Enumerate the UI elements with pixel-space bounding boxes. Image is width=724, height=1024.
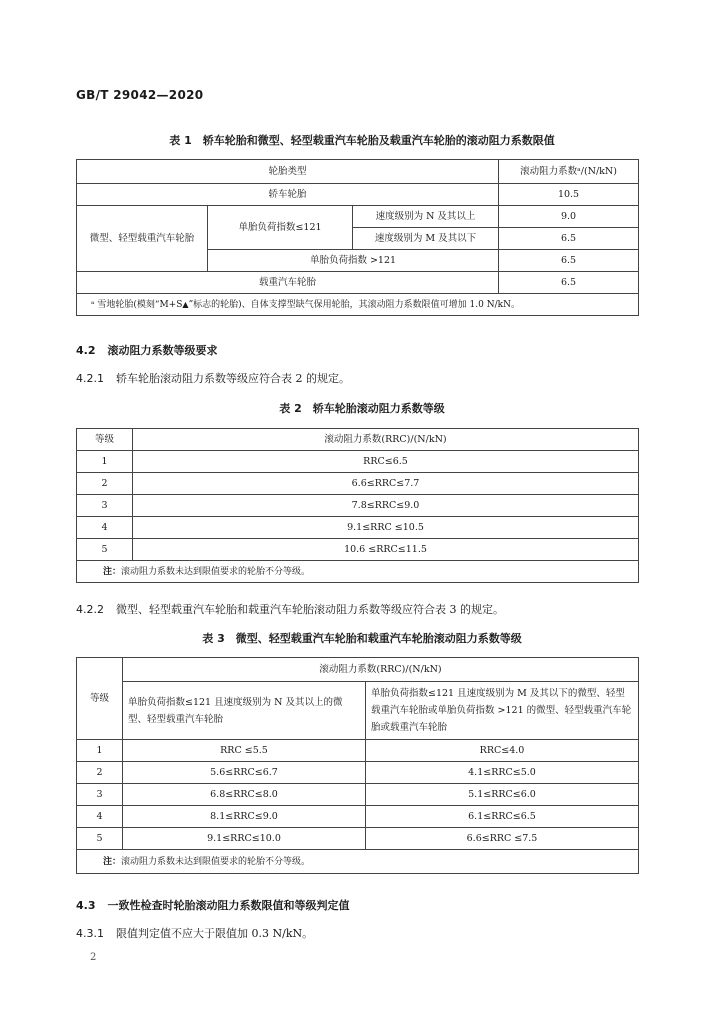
table1-single-load-gt-121-value: 6.5 [499, 250, 639, 272]
table3-note-label: 注： [103, 856, 122, 867]
table1-light-truck-label: 微型、轻型载重汽车轮胎 [77, 206, 208, 272]
table3-range-b: 4.1≤RRC≤5.0 [366, 762, 639, 784]
table3-range-a: RRC ≤5.5 [123, 740, 366, 762]
table3-grade: 5 [77, 828, 123, 850]
table3-range-b: 6.6≤RRC ≤7.5 [366, 828, 639, 850]
section-4-2-title: 滚动阻力系数等级要求 [107, 344, 218, 357]
table3 [76, 657, 639, 874]
table1-footnote-part2: ”标志的轮胎)、自体支撑型缺气保用轮胎，其滚动阻力系数限值可增加 1.0 N/kN。 [188, 299, 520, 310]
table2-grade: 1 [77, 451, 133, 473]
table3-range-b: 5.1≤RRC≤6.0 [366, 784, 639, 806]
table1-truck-label: 载重汽车轮胎 [77, 272, 499, 294]
table-row [77, 762, 639, 784]
table2-note-label: 注： [103, 566, 122, 577]
table3-range-a: 6.8≤RRC≤8.0 [123, 784, 366, 806]
para-4-3-1-number: 4.3.1 [76, 927, 104, 940]
mountain-snowflake-icon: ▲ [182, 299, 189, 309]
table3-header-rrc: 滚动阻力系数(RRC)/(N/kN) [123, 658, 639, 682]
table3-range-a: 5.6≤RRC≤6.7 [123, 762, 366, 784]
section-4-3-title: 一致性检查时轮胎滚动阻力系数限值和等级判定值 [107, 899, 350, 912]
table1-passenger-value: 10.5 [499, 184, 639, 206]
table3-header-grade: 等级 [77, 658, 123, 740]
table-row [77, 740, 639, 762]
para-4-3-1-text: 限值判定值不应大于限值加 0.3 N/kN。 [116, 927, 314, 940]
table2-grade: 5 [77, 539, 133, 561]
table3-range-b: 6.1≤RRC≤6.5 [366, 806, 639, 828]
table1-single-load-le-121: 单胎负荷指数≤121 [208, 206, 353, 250]
table2-header-rrc: 滚动阻力系数(RRC)/(N/kN) [133, 429, 639, 451]
section-4-3-heading [76, 897, 350, 913]
table3-range-a: 8.1≤RRC≤9.0 [123, 806, 366, 828]
table3-range-a: 9.1≤RRC≤10.0 [123, 828, 366, 850]
table2-grade: 3 [77, 495, 133, 517]
table2-grade: 2 [77, 473, 133, 495]
table-row [77, 539, 639, 561]
para-4-2-1-number: 4.2.1 [76, 372, 104, 385]
table3-caption: 表 3 微型、轻型载重汽车轮胎和载重汽车轮胎滚动阻力系数等级 [202, 632, 522, 645]
table1-speed-m-label: 速度级别为 M 及其以下 [353, 228, 499, 250]
table3-grade: 1 [77, 740, 123, 762]
table3-grade: 2 [77, 762, 123, 784]
table-row [77, 451, 639, 473]
table-row [77, 473, 639, 495]
section-4-2-heading [76, 342, 218, 358]
para-4-2-2 [76, 601, 504, 617]
table1-speed-m-value: 6.5 [499, 228, 639, 250]
para-4-2-1-text: 轿车轮胎滚动阻力系数等级应符合表 2 的规定。 [116, 372, 350, 385]
table2-note-text: 滚动阻力系数未达到限值要求的轮胎不分等级。 [121, 566, 311, 577]
standard-number: GB/T 29042—2020 [76, 88, 204, 102]
table-row [77, 806, 639, 828]
table1 [76, 159, 639, 316]
table1-passenger-label: 轿车轮胎 [77, 184, 499, 206]
para-4-2-2-text: 微型、轻型载重汽车轮胎和载重汽车轮胎滚动阻力系数等级应符合表 3 的规定。 [116, 603, 504, 616]
table2-range: 9.1≤RRC ≤10.5 [133, 517, 639, 539]
table1-single-load-gt-121: 单胎负荷指数 >121 [208, 250, 499, 272]
table1-footnote-mark: ᵃ [91, 299, 95, 310]
table2 [76, 428, 639, 583]
table1-header-tire-type: 轮胎类型 [77, 160, 499, 184]
table3-grade: 4 [77, 806, 123, 828]
table3-header-col-a: 单胎负荷指数≤121 且速度级别为 N 及其以上的微型、轻型载重汽车轮胎 [123, 682, 366, 740]
para-4-2-1 [76, 370, 350, 386]
table2-range: 6.6≤RRC≤7.7 [133, 473, 639, 495]
table3-note-text: 滚动阻力系数未达到限值要求的轮胎不分等级。 [121, 856, 311, 867]
page-number: 2 [90, 952, 97, 963]
table2-header-grade: 等级 [77, 429, 133, 451]
section-4-3-number: 4.3 [76, 899, 96, 912]
section-4-2-number: 4.2 [76, 344, 96, 357]
table2-grade: 4 [77, 517, 133, 539]
table2-range: RRC≤6.5 [133, 451, 639, 473]
para-4-2-2-number: 4.2.2 [76, 603, 104, 616]
table3-range-b: RRC≤4.0 [366, 740, 639, 762]
table-row [77, 784, 639, 806]
table3-note [77, 850, 639, 874]
table-row [77, 828, 639, 850]
table2-caption: 表 2 轿车轮胎滚动阻力系数等级 [279, 402, 445, 415]
table3-grade: 3 [77, 784, 123, 806]
para-4-3-1 [76, 925, 313, 941]
table-row [77, 517, 639, 539]
table1-footnote [77, 294, 639, 316]
table1-footnote-part1: 雪地轮胎(模刻“M+S [97, 299, 183, 310]
table2-range: 7.8≤RRC≤9.0 [133, 495, 639, 517]
table1-speed-n-label: 速度级别为 N 及其以上 [353, 206, 499, 228]
table1-caption: 表 1 轿车轮胎和微型、轻型载重汽车轮胎及载重汽车轮胎的滚动阻力系数限值 [169, 134, 555, 147]
table3-header-col-b: 单胎负荷指数≤121 且速度级别为 M 及其以下的微型、轻型载重汽车轮胎或单胎负荷指数 >121 的微型、轻型载重汽车轮胎或载重汽车轮胎 [366, 682, 639, 740]
table-row [77, 495, 639, 517]
table1-truck-value: 6.5 [499, 272, 639, 294]
table1-speed-n-value: 9.0 [499, 206, 639, 228]
table2-range: 10.6 ≤RRC≤11.5 [133, 539, 639, 561]
table1-header-limit: 滚动阻力系数ᵃ/(N/kN) [499, 160, 639, 184]
table2-note [77, 561, 639, 583]
